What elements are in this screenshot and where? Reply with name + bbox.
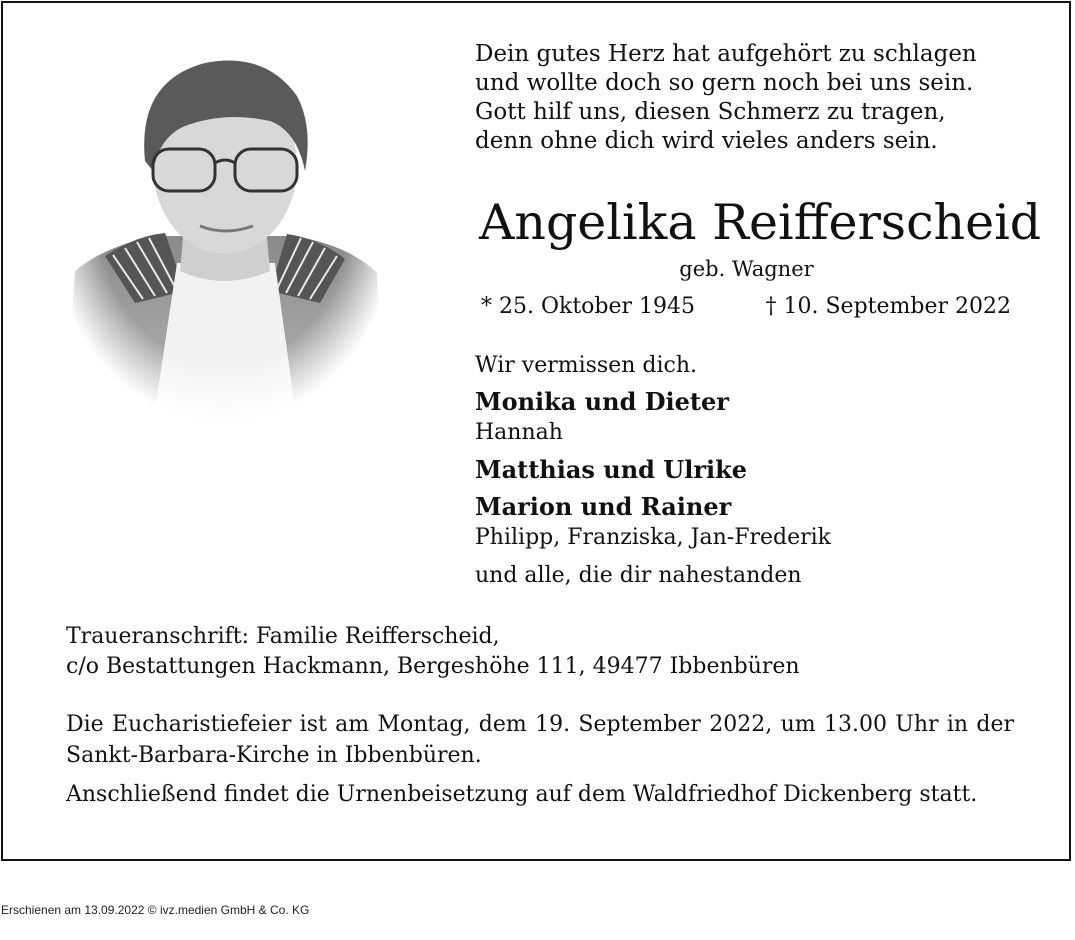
service-info <box>66 709 1014 818</box>
mourner-subline: Hannah <box>475 420 563 445</box>
mourner-family: Matthias und Ulrike <box>475 455 748 484</box>
poem <box>475 40 1055 156</box>
address-line: c/o Bestattungen Hackmann, Bergeshöhe 111, 49477 Ibbenbüren <box>66 654 800 679</box>
poem-line: und wollte doch so gern noch bei uns sein. <box>475 70 974 96</box>
mourners-closing: und alle, die dir nahestanden <box>475 563 802 588</box>
birth-date: * 25. Oktober 1945 <box>481 294 696 319</box>
mass-info: Die Eucharistiefeier ist am Montag, dem 19. September 2022, um 13.00 Uhr in der Sankt-Barbara-Kirche in Ibbenbüren. <box>66 712 1014 768</box>
portrait-photo <box>65 41 383 423</box>
mourning-address <box>66 622 1026 682</box>
burial-info: Anschließend findet die Urnenbeisetzung auf dem Waldfriedhof Dickenberg statt. <box>66 782 978 807</box>
maiden-name: geb. Wagner <box>679 257 814 281</box>
poem-line: denn ohne dich wird vieles anders sein. <box>475 128 938 154</box>
publication-footer: Erschienen am 13.09.2022 © ivz.medien GmbH & Co. KG <box>1 903 310 917</box>
death-date: † 10. September 2022 <box>765 294 1011 319</box>
mourner-family: Marion und Rainer <box>475 492 732 521</box>
mourner-family: Monika und Dieter <box>475 387 729 416</box>
obituary-frame <box>1 1 1071 861</box>
address-line: Traueranschrift: Familie Reifferscheid, <box>66 624 500 649</box>
mourner-subline: Philipp, Franziska, Jan-Frederik <box>475 525 831 550</box>
poem-line: Gott hilf uns, diesen Schmerz zu tragen, <box>475 99 946 125</box>
poem-line: Dein gutes Herz hat aufgehört zu schlagen <box>475 41 977 67</box>
deceased-name: Angelika Reifferscheid <box>479 194 1042 251</box>
mourners-intro: Wir vermissen dich. <box>475 353 697 378</box>
